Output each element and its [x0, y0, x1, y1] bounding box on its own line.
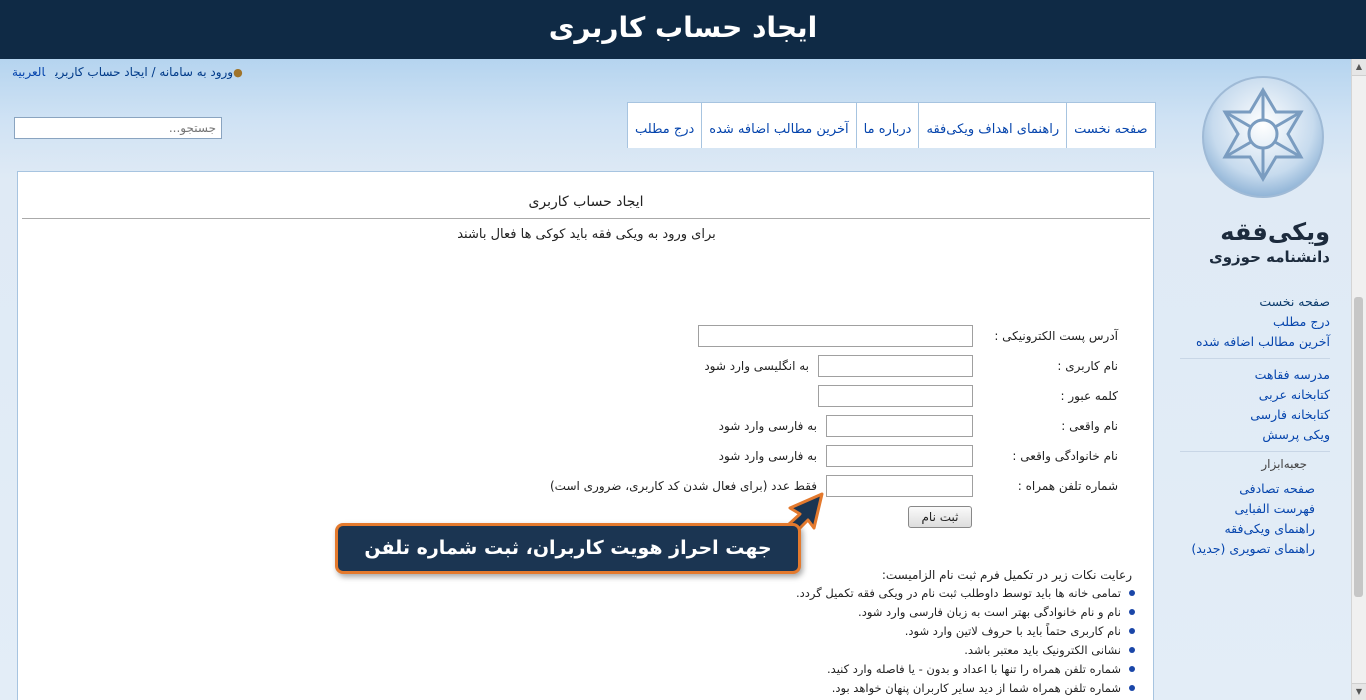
scrollbar-thumb[interactable] — [1354, 297, 1363, 597]
username-hint: به انگلیسی وارد شود — [704, 359, 809, 373]
real-name-field[interactable] — [826, 415, 973, 437]
page-header-title: ایجاد حساب کاربری — [548, 11, 818, 44]
sidebar-item-home[interactable]: صفحه نخست — [1259, 294, 1330, 309]
scroll-up-arrow-icon[interactable]: ▲ — [1352, 59, 1366, 76]
tab-wiki-goals-guide[interactable]: راهنمای اهداف ویکی‌فقه — [918, 103, 1066, 148]
sidebar-nav — [1160, 292, 1330, 458]
breadcrumb[interactable]: ورود به سامانه / ایجاد حساب کاربری — [55, 65, 234, 79]
logo-title: ویکی‌فقه — [1220, 218, 1330, 246]
tab-about-us[interactable]: درباره ما — [856, 103, 919, 148]
list-item: شماره تلفن همراه شما از دید سایر کاربران پنهان خواهد بود. — [18, 679, 1138, 698]
sidebar-item-recent-articles[interactable]: آخرین مطالب اضافه شده — [1195, 334, 1330, 349]
list-item: شماره تلفن همراه را تنها با اعداد و بدون - یا فاصله وارد کنید. — [18, 660, 1138, 679]
phone-required-callout: جهت احراز هویت کاربران، ثبت شماره تلفن ضروریست. — [335, 523, 801, 574]
email-field[interactable] — [698, 325, 973, 347]
username-field[interactable] — [818, 355, 973, 377]
list-item: نام و نام خانوادگی بهتر است به زبان فارسی وارد شود. — [18, 603, 1138, 622]
logo-subtitle: دانشنامه حوزوی — [1208, 248, 1330, 266]
list-item: نشانی الکترونیک باید معتبر باشد. — [18, 641, 1138, 660]
mobile-field[interactable] — [826, 475, 973, 497]
content-title: ایجاد حساب کاربری — [22, 194, 1150, 219]
toolbox-title: جعبه‌ابزار — [1261, 457, 1307, 471]
family-name-label: نام خانوادگی واقعی : — [1012, 449, 1118, 463]
toolbox-item-random-page[interactable]: صفحه تصادفی — [1239, 481, 1315, 496]
family-name-field[interactable] — [826, 445, 973, 467]
main-content — [17, 171, 1154, 700]
vertical-scrollbar[interactable] — [1351, 59, 1366, 700]
register-button[interactable]: ثبت نام — [908, 506, 972, 528]
sidebar — [1160, 59, 1352, 700]
toolbox — [1160, 479, 1315, 559]
page-header — [0, 0, 1366, 59]
mobile-hint: فقط عدد (برای فعال شدن کد کاربری، ضروری است) — [550, 479, 817, 493]
real-name-label: نام واقعی : — [1061, 419, 1118, 433]
list-item: تمامی خانه ها باید توسط داوطلب ثبت نام در ویکی فقه تکمیل گردد. — [18, 584, 1138, 603]
search-input[interactable] — [14, 117, 222, 139]
tab-recent-articles[interactable]: آخرین مطالب اضافه شده — [701, 103, 855, 148]
wikifeqh-logo-icon[interactable] — [1198, 72, 1328, 202]
sidebar-item-add-article[interactable]: درج مطلب — [1272, 314, 1330, 329]
tab-home[interactable]: صفحه نخست — [1066, 103, 1154, 148]
username-label: نام کاربری : — [1057, 359, 1118, 373]
language-link-arabic[interactable]: العربية — [12, 65, 46, 79]
sidebar-divider — [1180, 451, 1330, 452]
family-name-hint: به فارسی وارد شود — [718, 449, 817, 463]
sidebar-divider — [1180, 358, 1330, 359]
toolbox-item-alphabetical-index[interactable]: فهرست الفبایی — [1234, 501, 1315, 516]
sidebar-item-arabic-library[interactable]: کتابخانه عربی — [1258, 387, 1330, 402]
toolbox-item-visual-guide[interactable]: راهنمای تصویری (جدید) — [1191, 541, 1315, 556]
scroll-down-arrow-icon[interactable]: ▼ — [1352, 683, 1366, 700]
cookie-notice: برای ورود به ویکی فقه باید کوکی ها فعال باشند — [457, 227, 716, 242]
personal-tools — [12, 65, 243, 79]
mobile-label: شماره تلفن همراه : — [1017, 479, 1118, 493]
sidebar-item-persian-library[interactable]: کتابخانه فارسی — [1250, 407, 1330, 422]
real-name-hint: به فارسی وارد شود — [718, 419, 817, 433]
top-tabs — [627, 102, 1156, 148]
list-item: نام کاربری حتماً باید با حروف لاتین وارد شود. — [18, 622, 1138, 641]
email-label: آدرس پست الکترونیکی : — [994, 329, 1118, 343]
rules-title: رعایت نکات زیر در تکمیل فرم ثبت نام الزامیست: — [881, 568, 1132, 582]
sidebar-item-feqahat-school[interactable]: مدرسه فقاهت — [1254, 367, 1330, 382]
tab-add-article[interactable]: درج مطلب — [635, 122, 695, 137]
user-icon: ● — [233, 66, 243, 79]
logo-text — [1160, 217, 1330, 267]
sidebar-item-wiki-question[interactable]: ویکی پرسش — [1262, 427, 1330, 442]
password-label: کلمه عبور : — [1060, 389, 1118, 403]
toolbox-item-wiki-guide[interactable]: راهنمای ویکی‌فقه — [1224, 521, 1315, 536]
password-field[interactable] — [818, 385, 973, 407]
